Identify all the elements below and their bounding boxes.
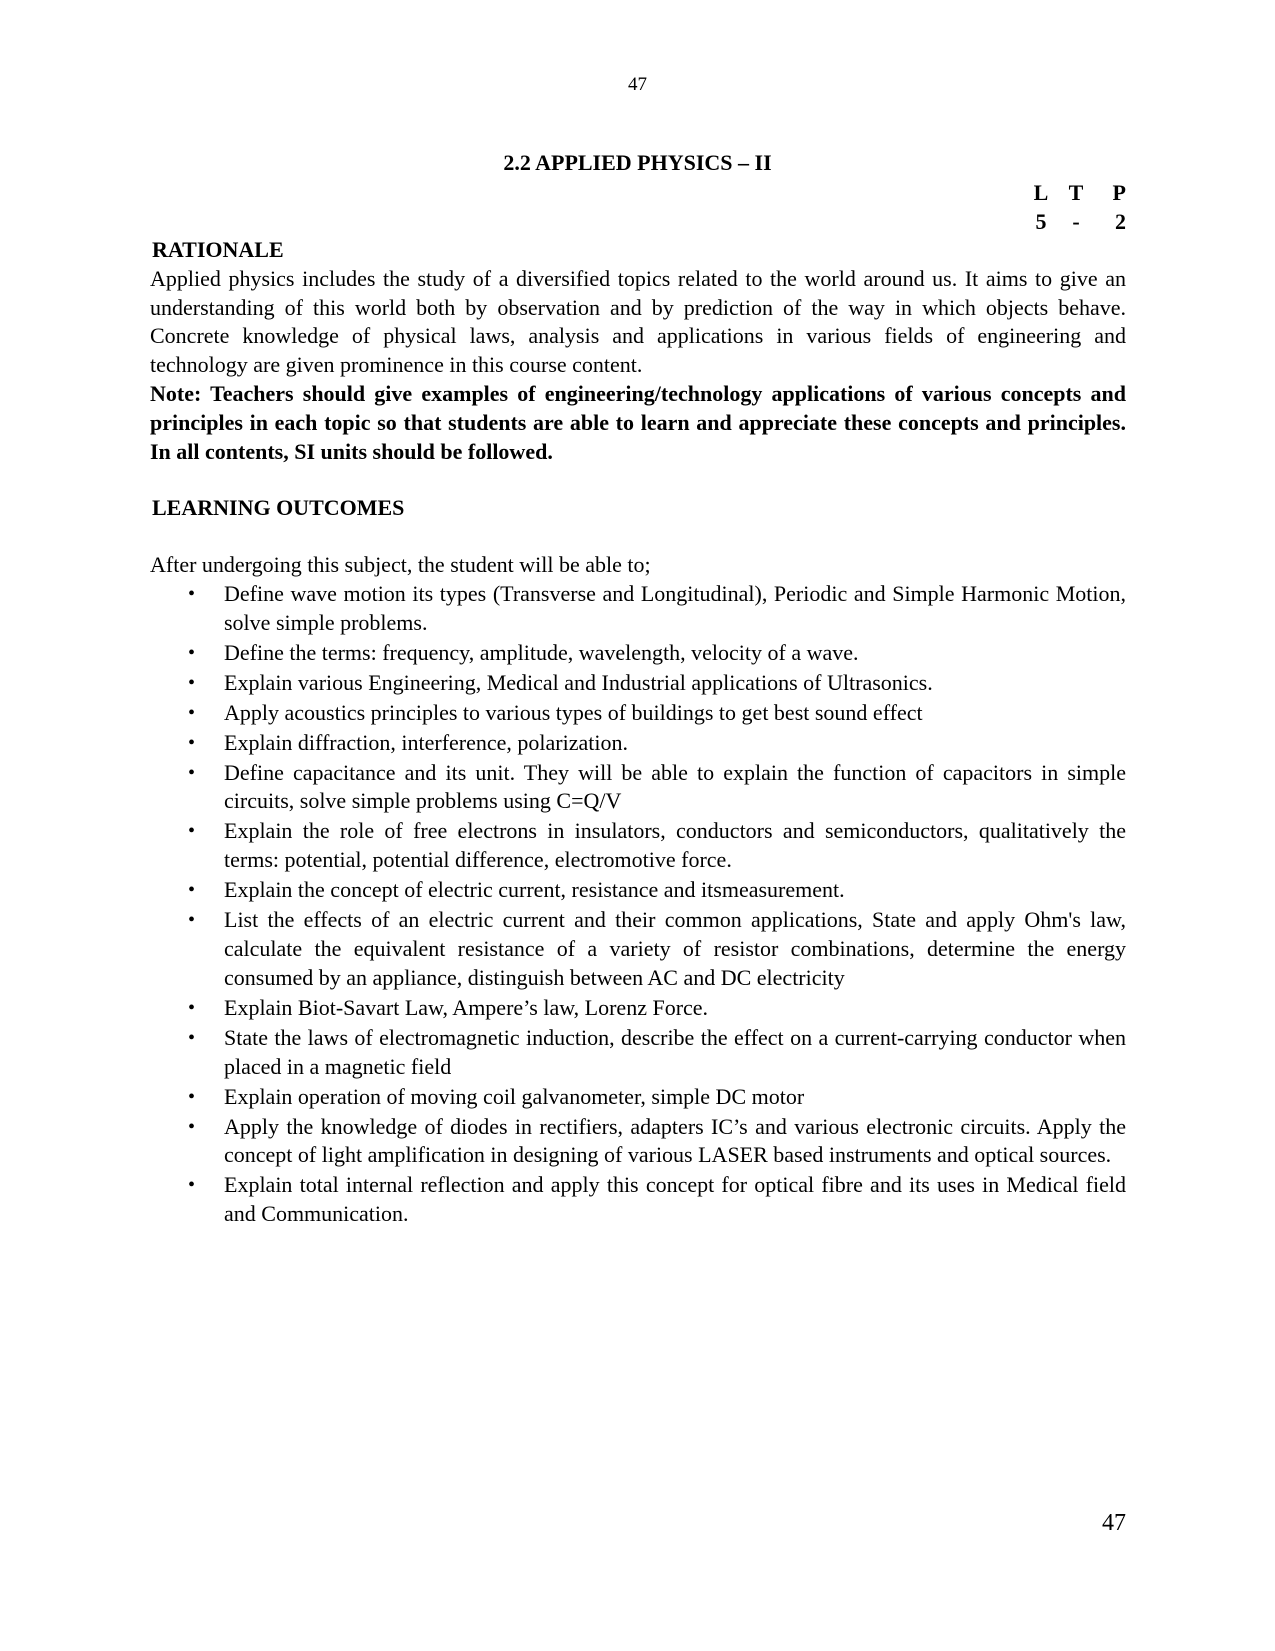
list-item [150,580,1126,638]
learning-outcomes-list [150,580,1126,1229]
bullet-icon: • [188,820,196,843]
ltp-label-t: T [1068,180,1084,205]
list-item-text: Explain the concept of electric current, resistance and itsmeasurement. [224,877,845,903]
learning-outcomes-intro: After undergoing this subject, the student will be able to; [150,552,651,578]
ltp-value-l: 5 [1035,209,1047,234]
ltp-value-p: 2 [1115,209,1126,234]
list-item-text: List the effects of an electric current and their common applications, State and apply Ohm's law, calculate the equivalent resistance of a variety of resistor combinations, determine the energy consumed by an appliance, distinguish between AC and DC electricity [224,907,1126,990]
bullet-icon: • [188,879,196,902]
bullet-icon: • [188,996,196,1019]
list-item-text: Explain operation of moving coil galvanometer, simple DC motor [224,1083,805,1109]
list-item-text: Apply acoustics principles to various types of buildings to get best sound effect [224,699,923,725]
ltp-values-row [1026,207,1126,236]
page-number-top: 47 [628,74,647,95]
list-item-text: State the laws of electromagnetic induction, describe the effect on a current-carrying conductor when placed in a magnetic field [224,1024,1126,1079]
ltp-label-p: P [1112,180,1126,205]
bullet-icon: • [188,701,196,724]
list-item-text: Define wave motion its types (Transverse and Longitudinal), Periodic and Simple Harmonic Motion, solve simple problems. [224,580,1126,635]
bullet-icon: • [188,909,196,932]
list-item [150,1024,1126,1082]
list-item [150,994,1126,1023]
page-number-bottom: 47 [1102,1510,1126,1536]
course-title: 2.2 APPLIED PHYSICS – II [503,150,772,175]
list-item [150,729,1126,758]
bullet-icon: • [188,1174,196,1197]
rationale-text: Applied physics includes the study of a diversified topics related to the world around us. It aims to give an understanding of this world both by observation and by prediction of the way in which objects behave. Concrete knowledge of physical laws, analysis and applications in various fields of engineering and technology are given prominence in this course content. [150,265,1126,378]
list-item-text: Explain diffraction, interference, polarization. [224,729,628,755]
list-item [150,1113,1126,1171]
list-item-text: Explain total internal reflection and apply this concept for optical fibre and its uses in Medical field and Communication. [224,1172,1126,1227]
bullet-icon: • [188,1115,196,1138]
bullet-icon: • [188,641,196,664]
list-item-text: Explain various Engineering, Medical and Industrial applications of Ultrasonics. [224,669,933,695]
list-item [150,876,1126,905]
rationale-heading: RATIONALE [152,237,284,262]
list-item-text: Apply the knowledge of diodes in rectifiers, adapters IC’s and various electronic circuits. Apply the concept of light amplification in designing of various LASER based instruments and optical sources. [224,1113,1126,1168]
list-item [150,669,1126,698]
list-item [150,699,1126,728]
ltp-table [1026,178,1126,236]
list-item-text: Define the terms: frequency, amplitude, wavelength, velocity of a wave. [224,639,859,665]
list-item [150,906,1126,992]
list-item-text: Explain the role of free electrons in insulators, conductors and semiconductors, qualitatively the terms: potential, potential difference, electromotive force. [224,818,1126,873]
bullet-icon: • [188,582,196,605]
list-item [150,1083,1126,1112]
ltp-value-t: - [1072,209,1080,234]
list-item-text: Define capacitance and its unit. They will be able to explain the function of capacitors in simple circuits, solve simple problems using C=Q/V [224,759,1126,814]
list-item [150,817,1126,875]
ltp-label-l: L [1033,180,1049,205]
rationale-note: Note: Teachers should give examples of engineering/technology applications of various concepts and principles in each topic so that students are able to learn and appreciate these concepts and principles. In all contents, SI units should be followed. [150,380,1126,464]
list-item [150,759,1126,817]
list-item-text: Explain Biot-Savart Law, Ampere’s law, Lorenz Force. [224,994,709,1020]
list-item [150,639,1126,668]
learning-outcomes-heading: LEARNING OUTCOMES [152,495,405,521]
bullet-icon: • [188,671,196,694]
main-content [150,236,1126,1230]
bullet-icon: • [188,1085,196,1108]
list-item [150,1171,1126,1229]
bullet-icon: • [188,1026,196,1049]
bullet-icon: • [188,731,196,754]
bullet-icon: • [188,761,196,784]
ltp-labels-row [1026,178,1126,207]
